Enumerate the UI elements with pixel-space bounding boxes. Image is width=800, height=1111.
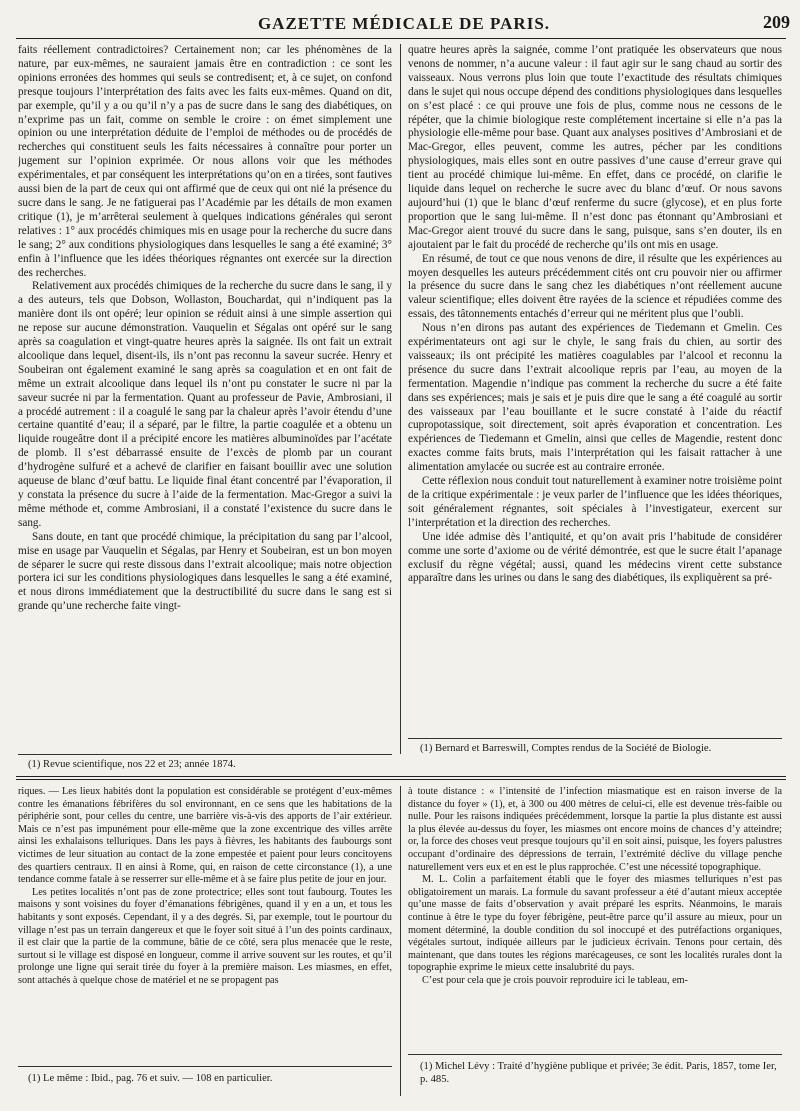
journal-title: GAZETTE MÉDICALE DE PARIS. [257, 14, 551, 33]
top-left-column [18, 44, 392, 754]
footnote-rule [18, 1066, 392, 1067]
footnote-bottom-right: (1) Michel Lévy : Traité d’hygiène publique et privée; 3e édit. Paris, 1857, tome Ier, p. 485. [420, 1061, 777, 1085]
footnote-rule [18, 754, 392, 755]
paragraph: riques. — Les lieux habités dont la population est considérable se protégent d’eux-mêmes contre les émanations fébrifères du sol environnant, en ce sens que les habitations de la périphérie sont, pour celles du centre, une barrière vis-à-vis des apports de l’air extérieur. Mais ce n’est pas impunément pour elle-même que la zone excentrique des villes arrête ainsi les exhalaisons telluriques. Dans les pays à fièvres, les habitants des faubourgs sont victimes de leur situation au contact de la zone empestée et paient pour leurs concitoyens des quartiers centraux. Il en ainsi à Rome, qui, en raison de cette circonstance (1), a une tendance comme fatale à se resserrer sur elle-même et à se faire plus petite de jour en jour. [18, 786, 392, 886]
top-right-column [408, 44, 782, 754]
paragraph: Les petites localités n’ont pas de zone protectrice; elles sont tout faubourg. Toutes les maisons y sont voisines du foyer d’émanations fébrigènes, quand il y en a un, et tous les habitants y sont exposés. Cependant, il y a des degrés. Si, par exemple, tout le pourtour du village n’est pas un terrain dangereux et que le foyer soit situé à l’un des points cardinaux, il est clair que la partie de la commune, bâtie de ce côté, sera plus menacée que le reste, surtout si le village est disposé en longueur, comme il arrive souvent sur les routes, et qu’il prolonge une ligne qui serait tirée du foyer à la première maison. Les miasmes, en effet, sont attachés à quelque chose de matériel et ne se propagent pas [18, 886, 392, 986]
paragraph: M. L. Colin a parfaitement établi que le foyer des miasmes telluriques n’est pas obligatoirement un marais. La formule du savant professeur a été d’autant mieux acceptée qu’une masse de faits d’observation y avait préparé les esprits. Néanmoins, le marais continue à être le type du foyer fébrigène, peut-être parce qu’il assure au mieux, pour un moment déterminé, la double condition du sol inoccupé et des putréfactions organiques, végétales surtout, indiquée ailleurs par le judicieux écrivain. Tenons pour certain, dès maintenant, que dans toutes les régions marécageuses, ce sont les localités rurales dont la topographie exprime le mieux cette insalubrité du pays. [408, 874, 782, 974]
section-divider-rule [16, 779, 786, 780]
paragraph: à toute distance : « l’intensité de l’infection miasmatique est en raison inverse de la distance du foyer » (1), et, à 300 ou 400 mètres de celui-ci, elle est devenue très-faible ou nulle. Pour les raisons indiquées précédemment, lorsque la partie la plus distante est aussi la plus élevée au-dessus du foyer, les miasmes ont encore moins de chances d’y atteindre; or, la force des choses veut presque toujours qu’il en soit ainsi, puisque, les foyers palustres occupant d’ordinaire des dépressions de terrain, l’extrémité déclive du village penche naturellement vers eux et en est le plus rapprochée. C’est une nécessité topographique. [408, 786, 782, 873]
footnote-rule [408, 738, 782, 739]
header-rule [16, 38, 786, 39]
paragraph: Relativement aux procédés chimiques de la recherche du sucre dans le sang, il y a des auteurs, tels que Dobson, Wollaston, Bouchardat, qui n’indiquent pas la manière dont ils ont opéré; leur opinion se réduit ainsi à une simple assertion qui ne repose sur aucune démonstration. Vauquelin et Ségalas ont opéré sur le sang après sa coagulation et vingt-quatre heures après la saignée. Ils ont fait un extrait alcoolique dans lequel, disent-ils, ils n’ont pas reconnu la saveur sucrée. Henry et Soubeiran ont également examiné le sang après sa coagulation et en ont fait de même un extrait alcoolique dans lequel ils n’ont pu constater le sucre ni par la saveur sucrée ni par la fermentation. Quant au professeur de Pavie, Ambrosiani, il a procédé autrement : il a coagulé le sang par la chaleur après l’avoir étendu d’une certaine quantité d’eau; il a séparé, par le filtre, la partie coagulée et a obtenu un liquide rougeâtre dont il a précipité encore les matières albuminoïdes par l’acétate de plomb. Il s’est débarrassé ensuite de l’excès de plomb par un courant d’hydrogène sulfuré et a achevé de clarifier en faisant bouillir avec une solution aqueuse de blanc d’œuf battu. Le liquide final étant concentré par l’évaporation, il y constata la présence du sucre à l’aide de la fermentation. Mac-Gregor a suivi la même méthode et, comme Ambrosiani, il a constaté l’existence du sucre dans le sang. [18, 280, 392, 529]
column-divider [400, 44, 401, 754]
footnote-bottom-left: (1) Le même : Ibid., pag. 76 et suiv. — 108 en particulier. [28, 1073, 273, 1084]
paragraph: faits réellement contradictoires? Certainement non; car les phénomènes de la nature, par eux-mêmes, ne sauraient jamais être en contradiction : ce sont les opinions erronées des hommes qui seuls se contredisent; et, à ce sujet, on confond presque toujours l’interprétation des faits avec les faits eux-mêmes. Quand on dit, par exemple, qu’il y a ou qu’il n’y a pas de sucre dans le sang des diabétiques, on n’exprime pas un fait, comme on semble le croire : on émet simplement une opinion ou une interprétation déduite de l’emploi de méthodes ou de procédés de recherches qui constituent seuls les faits nécessaires à connaître pour porter un jugement sur l’opinion exprimée. Or nous allons voir que les méthodes expérimentales, et par conséquent les interprétations qu’on en a tirées, sont fautives aussi bien de la part de ceux qui ont affirmé que de ceux qui ont nié la présence du sucre dans le sang. Je ne fatiguerai pas l’Académie par les détails de mon examen critique (1), je m’arrêterai seulement à quelques indications générales qui seront relatives : 1° aux procédés chimiques mis en usage pour la recherche du sucre dans le sang; 2° aux conditions physiologiques dans lesquelles le sang a été examiné; 3° enfin à l’influence que les idées théoriques régnantes ont exercée sur la direction des recherches. [18, 44, 392, 279]
paragraph: Sans doute, en tant que procédé chimique, la précipitation du sang par l’alcool, mise en usage par Vauquelin et Ségalas, par Henry et Soubeiran, est un bon moyen de séparer le sucre qui reste dissous dans l’extrait alcoolique; mais notre objection portera ici sur les conditions physiologiques dans lesquelles le sang a été examiné, et nous dirons immédiatement que la destructibilité du sucre dans le sang est si grande qu’une recherche faite vingt- [18, 530, 392, 613]
footnote-top-right: (1) Bernard et Barreswill, Comptes rendus de la Société de Biologie. [420, 743, 712, 754]
paragraph: quatre heures après la saignée, comme l’ont pratiquée les observateurs que nous venons de nommer, n’a aucune valeur : il faut agir sur le sang chaud au sortir des vaisseaux. Nous verrons plus loin que toute l’exactitude des résultats chimiques dans le sujet qui nous occupe dépend des conditions physiologiques dans lesquelles on s’est placé : ce qui prouve une fois de plus, comme nous ne cessons de le répéter, que la chimie biologique reste complétement incertaine si elle n’a pas la physiologie elle-même pour base. Quant aux analyses positives d’Ambrosiani et de Mac-Gregor, elles peuvent, comme les autres, pécher par les conditions physiologiques, mais elles sont en outre passives d’une cause d’erreur grave qui tient au procédé chimique lui-même. En effet, dans ce procédé, on clarifie le liquide dans lequel on recherche le sucre avec du blanc d’œuf. Or nous savons aujourd’hui (1) que le blanc d’œuf renferme du sucre (glycose), et en plus forte proportion que le sang lui-même. Il n’est donc pas étonnant qu’Ambrosiani et Mac-Gregor aient trouvé du sucre dans le sang, puisque, sans s’en douter, ils en ajoutaient par le fait du procédé de recherche qu’ils ont mis en usage. [408, 44, 782, 251]
bottom-left-column [18, 786, 392, 1062]
paragraph: Nous n’en dirons pas autant des expériences de Tiedemann et Gmelin. Ces expérimentateurs ont agi sur le chyle, le sang frais du chien, au sortir des vaisseaux; ils ont précipité les matières coagulables par l’alcool et reconnu la présence du sucre dans l’extrait alcoolique repris par l’eau, au moyen de la fermentation. Magendie n’indique pas comment la recherche du sucre a été faite dans ses expériences; mais je sais et je puis dire que le sang a été coagulé au sortir des vaisseaux par l’eau bouillante et le sucre constaté à l’aide du réactif cupropotassique, soit directement, soit après évaporation et concentration. Les expériences de Tiedemann et Gmelin, ainsi que celles de Magendie, restent donc exactes comme faits bruts, mais l’interprétation qui les faisait rattacher à une alimentation amylacée ou sucrée est au contraire erronée. [408, 322, 782, 474]
footnote-top-left: (1) Revue scientifique, nos 22 et 23; année 1874. [28, 759, 236, 770]
paragraph: Cette réflexion nous conduit tout naturellement à examiner notre troisième point de la critique expérimentale : je veux parler de l’influence que les idées théoriques, soit généralement régnantes, soit spéciales à l’investigateur, exercent sur l’interprétation et la direction des recherches. [408, 475, 782, 529]
paragraph: Une idée admise dès l’antiquité, et qu’on avait pris l’habitude de considérer comme une sorte d’axiome ou de vérité démontrée, est que le sucre était l’apanage exclusif du règne végétal; aussi, quand les médecins virent cette substance apparaître dans les urines ou dans le sang des diabétiques, ils expliquèrent sa pré- [408, 530, 782, 585]
paragraph: C’est pour cela que je crois pouvoir reproduire ici le tableau, em- [422, 974, 688, 986]
column-divider [400, 786, 401, 1096]
bottom-right-column [408, 786, 782, 1048]
section-divider-rule [16, 776, 786, 777]
page-header [16, 8, 792, 36]
paragraph: En résumé, de tout ce que nous venons de dire, il résulte que les expériences au moyen desquelles les auteurs précédemment cités ont cru pouvoir nier ou affirmer la présence du sucre dans le sang chez les diabétiques n’ont réellement aucune valeur scientifique; elles doivent être rayées de la science et répudiées comme des essais, des tâtonnements entachés d’erreur qui ne méritent plus que l’oubli. [408, 252, 782, 321]
page-number: 209 [763, 12, 790, 32]
footnote-rule [408, 1054, 782, 1055]
